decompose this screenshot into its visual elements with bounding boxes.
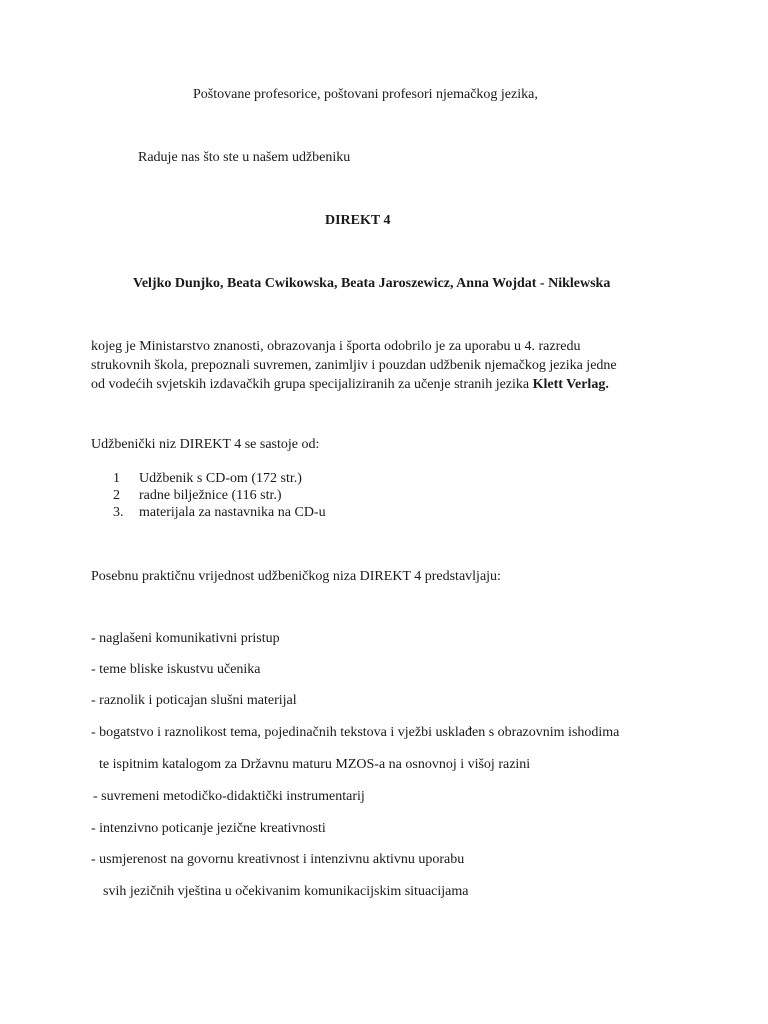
- feature-item-continued: te ispitnim katalogom za Državnu maturu MZOS-a na osnovnoj i višoj razini: [99, 757, 531, 772]
- intro-line: Raduje nas što ste u našem udžbeniku: [138, 150, 351, 165]
- list-item-text: materijala za nastavnika na CD-u: [139, 505, 326, 520]
- list-item: [113, 487, 326, 504]
- feature-item: - naglašeni komunikativni pristup: [91, 631, 280, 646]
- list-item: [113, 504, 326, 521]
- list-item-number: 3.: [113, 505, 124, 520]
- description-paragraph: [91, 337, 691, 394]
- description-line-3: [91, 375, 691, 394]
- greeting: Poštovane profesorice, poštovani profesori njemačkog jezika,: [193, 87, 538, 102]
- feature-item: - intenzivno poticanje jezične kreativnosti: [91, 821, 326, 836]
- feature-item: - bogatstvo i raznolikost tema, pojedinačnih tekstova i vježbi usklađen s obrazovnim ishodima: [91, 725, 620, 740]
- value-heading: Posebnu praktičnu vrijednost udžbeničkog niza DIREKT 4 predstavljaju:: [91, 569, 501, 584]
- feature-item-continued: svih jezičnih vještina u očekivanim komunikacijskim situacijama: [103, 884, 469, 899]
- publisher-name: Klett Verlag.: [532, 377, 609, 392]
- list-item: [113, 470, 326, 487]
- feature-item: - raznolik i poticajan slušni materijal: [91, 693, 297, 708]
- authors-line: Veljko Dunjko, Beata Cwikowska, Beata Jaroszewicz, Anna Wojdat - Niklewska: [133, 276, 611, 291]
- feature-item: - teme bliske iskustvu učenika: [91, 662, 261, 677]
- description-line-2: strukovnih škola, prepoznali suvremen, zanimljiv i pouzdan udžbenik njemačkog jezika jedne: [91, 358, 617, 373]
- list-item-text: radne bilježnice (116 str.): [139, 488, 282, 503]
- list-item-number: 1: [113, 471, 120, 486]
- description-line-1: kojeg je Ministarstvo znanosti, obrazovanja i športa odobrilo je za uporabu u 4. razredu: [91, 339, 581, 354]
- feature-item: - usmjerenost na govornu kreativnost i intenzivnu aktivnu uporabu: [91, 852, 465, 867]
- series-heading: Udžbenički niz DIREKT 4 se sastoje od:: [91, 437, 320, 452]
- feature-item: - suvremeni metodičko-didaktički instrumentarij: [93, 789, 365, 804]
- description-line-3-text: od vodećih svjetskih izdavačkih grupa specijaliziranih za učenje stranih jezika: [91, 377, 533, 392]
- book-title: DIREKT 4: [325, 213, 391, 228]
- list-item-text: Udžbenik s CD-om (172 str.): [139, 471, 302, 486]
- list-item-number: 2: [113, 488, 120, 503]
- series-list: [113, 470, 326, 521]
